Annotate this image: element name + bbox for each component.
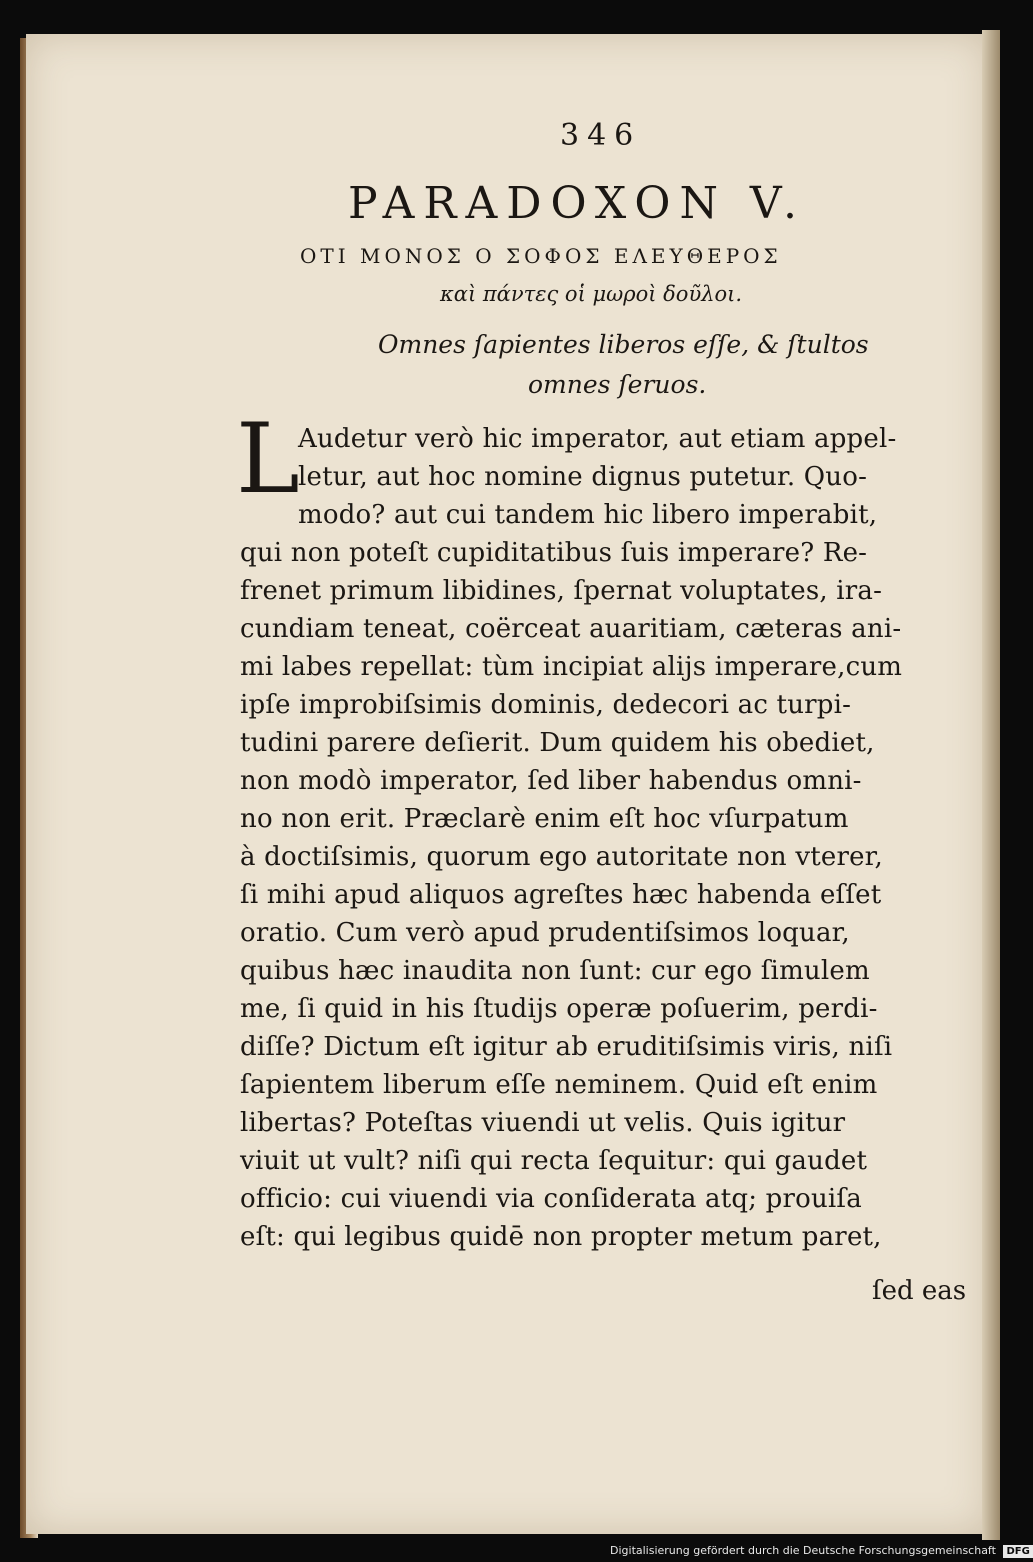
body-line: me, ſi quid in his ſtudijs operæ poſuerim, perdi- [240,994,878,1024]
body-line: non modò imperator, ſed liber habendus omni- [240,766,862,796]
body-line: letur, aut hoc nomine dignus putetur. Quo- [298,462,868,492]
body-line: no non erit. Præclarè enim eſt hoc vſurpatum [240,804,849,834]
greek-heading: ΟΤΙ ΜΟΝΟΣ Ο ΣΟΦΟΣ ΕΛΕΥΘΕΡΟΣ [300,244,782,268]
body-line: diſſe? Dictum eſt igitur ab eruditiſsimis viris, niſi [240,1032,893,1062]
body-line: à doctiſsimis, quorum ego autoritate non vterer, [240,842,883,872]
body-line: ſapientem liberum eſſe neminem. Quid eſt enim [240,1070,878,1100]
body-line: quibus hæc inaudita non ſunt: cur ego ſimulem [240,956,870,986]
body-line: viuit ut vult? niſi qui recta ſequitur: qui gaudet [240,1146,868,1176]
digitization-credit [610,1544,1033,1558]
credit-text: Digitalisierung gefördert durch die Deutsche Forschungsgemeinschaft [610,1544,996,1557]
latin-subtitle-line: omnes ſeruos. [528,370,707,399]
page-number: 346 [560,118,642,153]
body-line: tudini parere deſierit. Dum quidem his obediet, [240,728,875,758]
body-line: ipſe improbiſsimis dominis, dedecori ac turpi- [240,690,852,720]
page-title: PARADOXON V. [348,178,807,229]
body-line: mi labes repellat: tùm incipiat alijs imperare,cum [240,652,903,682]
body-line: eſt: qui legibus quidē non propter metum paret, [240,1222,882,1252]
greek-subheading: καὶ πάντες οἱ μωροὶ δοῦλοι. [440,282,743,306]
body-line: oratio. Cum verò apud prudentiſsimos loquar, [240,918,850,948]
body-line: ſi mihi apud aliquos agreſtes hæc habenda eſſet [240,880,882,910]
body-line: cundiam teneat, coërceat auaritiam, cæteras ani- [240,614,902,644]
page-edge-right [982,30,1000,1540]
body-line: frenet primum libidines, ſpernat voluptates, ira- [240,576,883,606]
latin-subtitle-line: Omnes ſapientes liberos eſſe, & ſtultos [378,330,869,359]
body-line: Audetur verò hic imperator, aut etiam appel- [298,424,897,454]
body-line: modo? aut cui tandem hic libero imperabit, [298,500,878,530]
body-line: libertas? Poteſtas viuendi ut velis. Quis igitur [240,1108,846,1138]
body-line: officio: cui viuendi via conſiderata atq; prouiſa [240,1184,862,1214]
dfg-logo: DFG [1003,1545,1032,1558]
body-line: qui non poteſt cupiditatibus ſuis imperare? Re- [240,538,868,568]
catchword: ſed eas [872,1276,967,1306]
drop-cap: L [236,403,300,515]
